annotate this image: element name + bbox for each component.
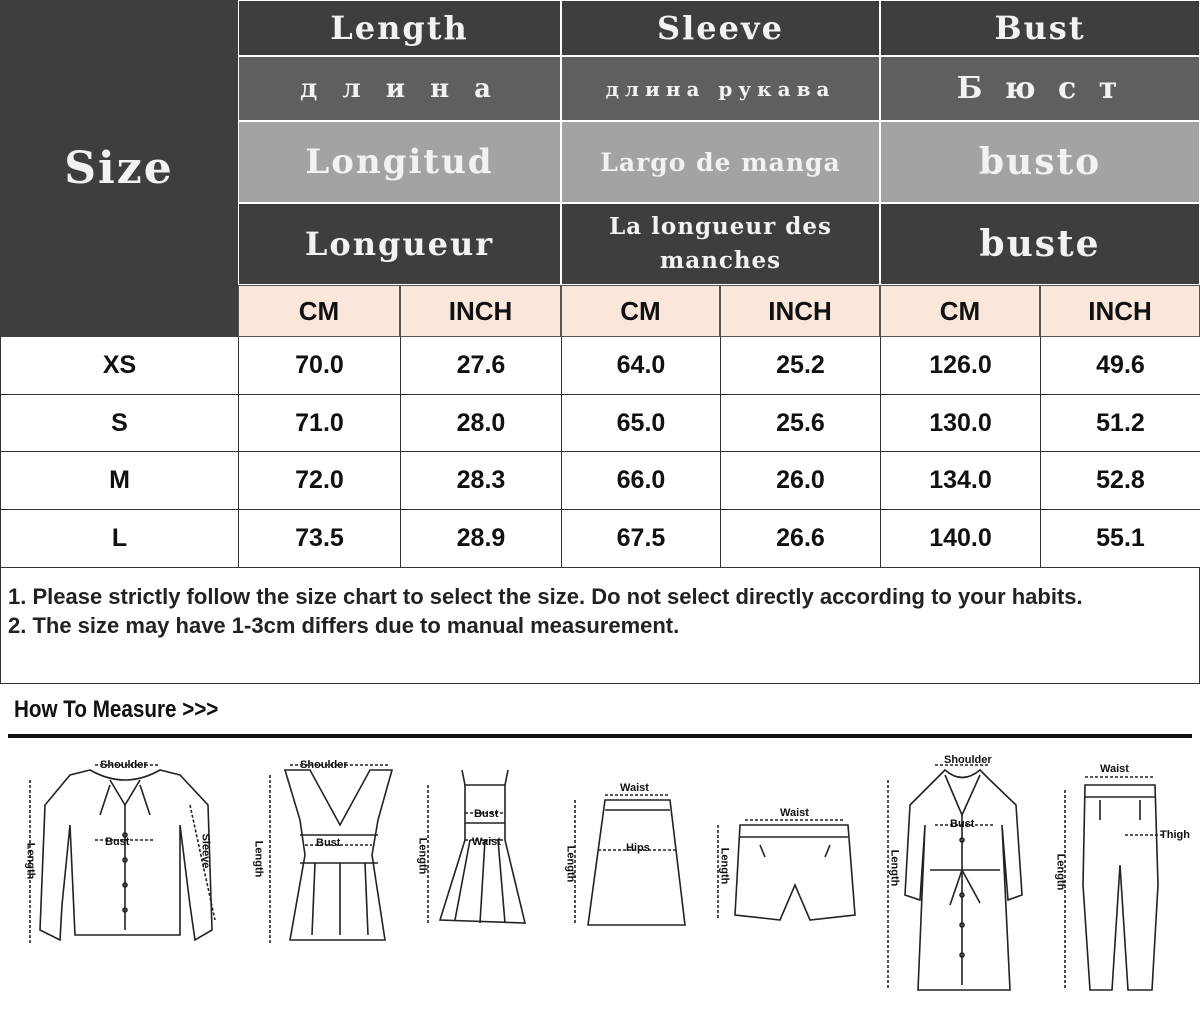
column-sleeve-es: Largo de manga [561,121,880,203]
value-cell: 25.6 [721,395,881,452]
label-sleeve-blouse: Sleeve [199,833,212,869]
label-bust-blouse: Bust [105,836,130,848]
label-length-coat: Length [888,849,901,887]
unit-cm-length: CM [238,285,400,337]
label-length-shorts: Length [718,847,731,885]
label-bust-tank: Bust [316,837,341,849]
coat-illustration [888,765,1022,990]
column-bust-es: busto [880,121,1200,203]
label-length-jeans: Length [1054,853,1067,891]
skirt-illustration [575,795,685,925]
size-header-label: Size [64,143,174,194]
value-cell: 49.6 [1041,337,1200,395]
unit-cm-sleeve: CM [561,285,720,337]
shorts-illustration [718,820,855,920]
column-length-ru: д л и н а [238,56,561,121]
value-cell: 26.0 [721,452,881,510]
garment-illustrations [0,745,1200,1005]
value-cell: 66.0 [562,452,721,510]
value-cell: 67.5 [562,510,721,568]
column-length-en: Length [238,0,561,56]
value-cell: 64.0 [562,337,721,395]
label-length-blouse: Length [24,842,37,880]
label-length-dress: Length [416,837,429,875]
value-cell: 73.5 [239,510,401,568]
column-bust-fr: buste [880,203,1200,285]
size-cell: XS [1,337,239,395]
size-notes [0,568,1200,684]
value-cell: 72.0 [239,452,401,510]
value-cell: 70.0 [239,337,401,395]
label-waist-shorts: Waist [780,807,809,819]
label-thigh-jeans: Thigh [1160,829,1190,841]
unit-cm-bust: CM [880,285,1040,337]
value-cell: 126.0 [881,337,1041,395]
value-cell: 52.8 [1041,452,1200,510]
label-waist-jeans: Waist [1100,763,1129,775]
column-bust-en: Bust [880,0,1200,56]
value-cell: 25.2 [721,337,881,395]
label-shoulder-blouse: Shoulder [100,759,148,771]
column-sleeve-fr: La longueur des manches [561,203,880,285]
note-1: 1. Please strictly follow the size chart to select the size. Do not select directly according to your habits. [8,584,1083,609]
value-cell: 130.0 [881,395,1041,452]
label-length-tank: Length [252,840,265,878]
unit-inch-length: INCH [400,285,561,337]
value-cell: 51.2 [1041,395,1200,452]
size-table-body [0,337,1200,568]
title-divider [8,734,1192,738]
jeans-illustration [1065,777,1165,990]
how-to-measure-title: How To Measure >>> [14,696,219,723]
label-bust-coat: Bust [950,818,975,830]
column-length-es: Longitud [238,121,561,203]
label-bust-dress: Bust [474,808,499,820]
column-bust-ru: Б ю с т [880,56,1200,121]
blouse-illustration [30,765,215,945]
column-sleeve-en: Sleeve [561,0,880,56]
column-length-fr: Longueur [238,203,561,285]
label-length-skirt: Length [564,845,577,883]
size-cell: S [1,395,239,452]
value-cell: 28.3 [401,452,562,510]
value-cell: 140.0 [881,510,1041,568]
unit-inch-bust: INCH [1040,285,1200,337]
value-cell: 27.6 [401,337,562,395]
note-2: 2. The size may have 1-3cm differs due to manual measurement. [8,613,680,638]
label-waist-skirt: Waist [620,782,649,794]
value-cell: 26.6 [721,510,881,568]
size-cell: L [1,510,239,568]
label-shoulder-tank: Shoulder [300,759,348,771]
value-cell: 65.0 [562,395,721,452]
size-cell: M [1,452,239,510]
value-cell: 71.0 [239,395,401,452]
value-cell: 55.1 [1041,510,1200,568]
value-cell: 134.0 [881,452,1041,510]
column-sleeve-ru: длина рукава [561,56,880,121]
tank-top-illustration [270,765,392,945]
value-cell: 28.0 [401,395,562,452]
value-cell: 28.9 [401,510,562,568]
unit-inch-sleeve: INCH [720,285,880,337]
label-shoulder-coat: Shoulder [944,754,992,766]
label-waist-dress: Waist [472,836,501,848]
size-header [0,0,238,337]
label-hips-skirt: Hips [626,842,650,854]
